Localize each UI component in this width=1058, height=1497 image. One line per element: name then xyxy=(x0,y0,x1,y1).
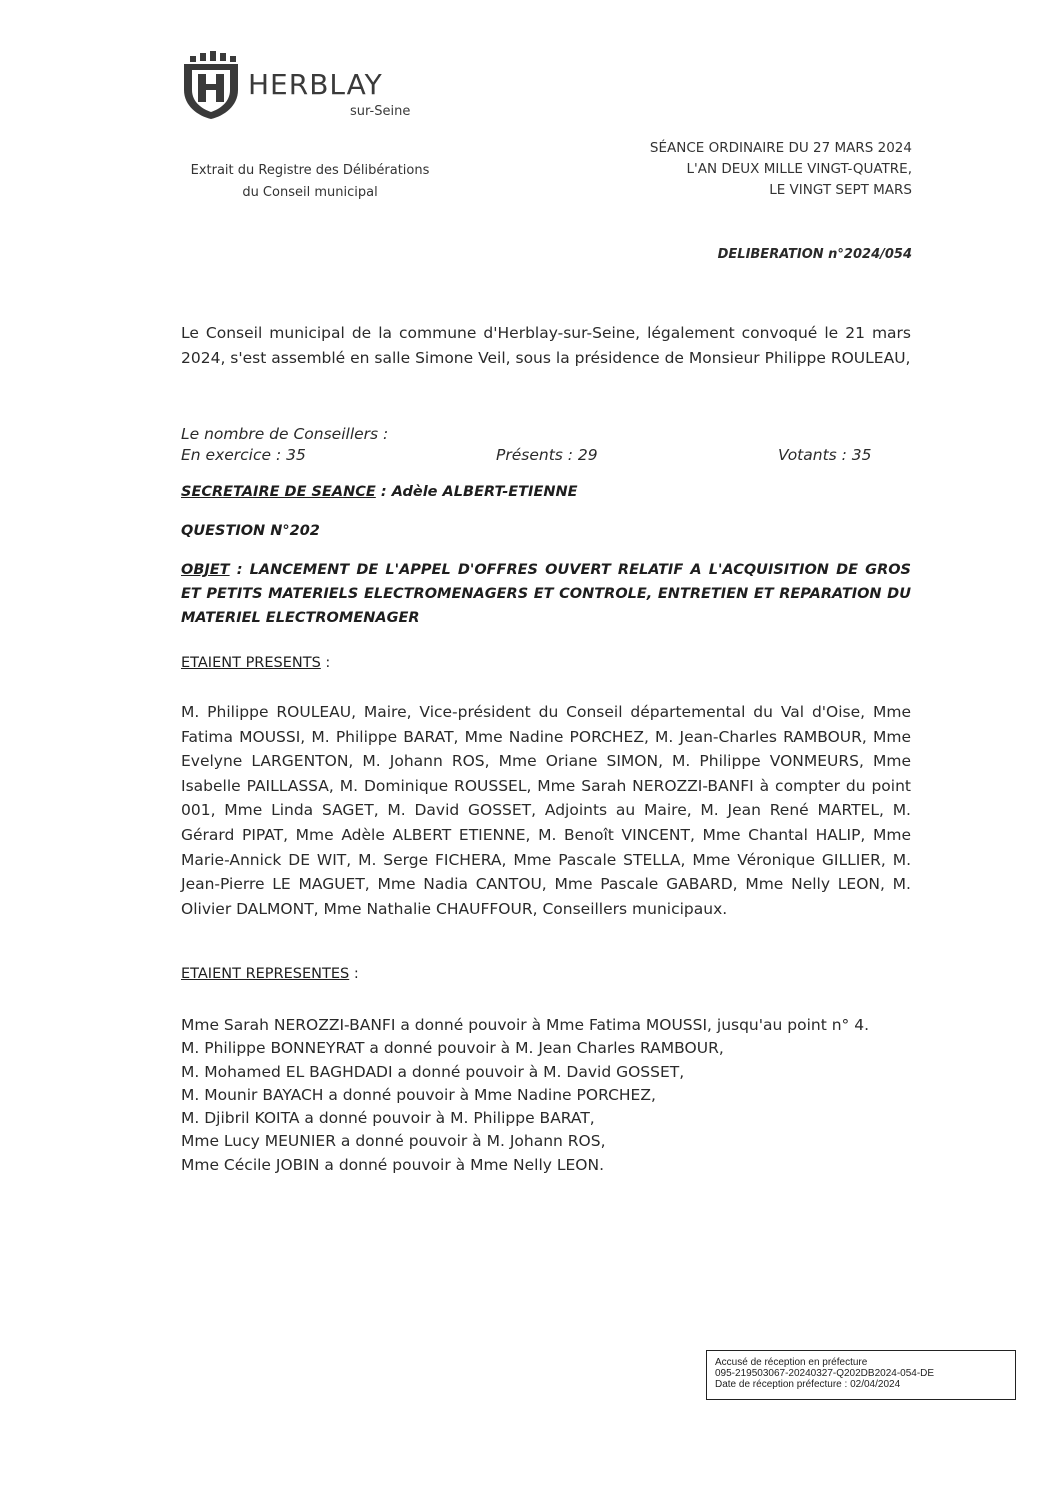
secretary-name: : Adèle ALBERT-ETIENNE xyxy=(375,484,578,500)
councillor-count-label: Le nombre de Conseillers : xyxy=(181,425,389,443)
city-logo xyxy=(178,50,438,130)
count-votants: Votants : 35 xyxy=(778,446,872,464)
represented-heading-label: ETAIENT REPRESENTES xyxy=(181,966,350,982)
session-line: SÉANCE ORDINAIRE DU 27 MARS 2024 xyxy=(649,140,912,156)
session-line: LE VINGT SEPT MARS xyxy=(769,182,912,198)
secretary-label: SECRETAIRE DE SEANCE xyxy=(181,484,376,500)
represented-heading-suffix: : xyxy=(349,966,359,982)
register-line: Extrait du Registre des Délibérations xyxy=(190,163,430,178)
question-number: QUESTION N°202 xyxy=(181,523,320,539)
session-line: L'AN DEUX MILLE VINGT-QUATRE, xyxy=(686,161,912,177)
logo-name: HERBLAY xyxy=(248,68,383,101)
register-caption xyxy=(160,160,460,204)
intro-paragraph: Le Conseil municipal de la commune d'Herblay-sur-Seine, légalement convoqué le 21 mars 2024, s'est assemblé en salle Simone Veil, sous la présidence de Monsieur Philippe ROULEAU, xyxy=(181,324,911,367)
proxy-item: M. Mohamed EL BAGHDADI a donné pouvoir à M. David GOSSET, xyxy=(181,1062,685,1081)
prefecture-receipt-stamp xyxy=(706,1350,1016,1400)
proxy-item: M. Mounir BAYACH a donné pouvoir à Mme Nadine PORCHEZ, xyxy=(181,1085,656,1104)
city-crest-icon xyxy=(178,50,244,120)
present-members: M. Philippe ROULEAU, Maire, Vice-président du Conseil départemental du Val d'Oise, Mme Fatima MOUSSI, M. Philippe BARAT, Mme Nadine PORCHEZ, M. Jean-Charles RAMBOUR, Mme Evelyne LARGENTON, M. Johann ROS, Mme Oriane SIMON, M. Philippe VONMEURS, Mme Isabelle PAILLASSA, M. Dominique ROUSSEL, Mme Sarah NEROZZI-BANFI à compter du point 001, Mme Linda SAGET, M. David GOSSET, Adjoints au Maire, M. Jean René MARTEL, M. Gérard PIPAT, Mme Adèle ALBERT ETIENNE, M. Benoît VINCENT, Mme Chantal HALIP, Mme Marie-Annick DE WIT, M. Serge FICHERA, Mme Pascale STELLA, Mme Véronique GILLIER, M. Jean-Pierre LE MAGUET, Mme Nadia CANTOU, Mme Pascale GABARD, Mme Nelly LEON, M. Olivier DALMONT, Mme Nathalie CHAUFFOUR, Conseillers municipaux. xyxy=(181,703,911,918)
register-line: du Conseil municipal xyxy=(242,185,378,200)
proxy-item: M. Djibril KOITA a donné pouvoir à M. Philippe BARAT, xyxy=(181,1109,595,1128)
present-heading-label: ETAIENT PRESENTS xyxy=(181,655,321,671)
deliberation-number: DELIBERATION n°2024/054 xyxy=(717,247,912,262)
logo-subtitle: sur-Seine xyxy=(350,104,411,119)
proxy-item: M. Philippe BONNEYRAT a donné pouvoir à M. Jean Charles RAMBOUR, xyxy=(181,1039,724,1058)
subject-text: : LANCEMENT DE L'APPEL D'OFFRES OUVERT RELATIF A L'ACQUISITION DE GROS ET PETITS MATERIELS ELECTROMENAGERS ET CONTROLE, ENTRETIEN ET REPARATION DU MATERIEL ELECTROMENAGER xyxy=(181,562,911,626)
stamp-line: 095-219503067-20240327-Q202DB2024-054-DE xyxy=(715,1368,935,1379)
session-secretary xyxy=(181,484,578,500)
present-heading-suffix: : xyxy=(320,655,331,671)
session-header xyxy=(492,138,912,201)
stamp-line: Date de réception préfecture : 02/04/2024 xyxy=(715,1379,901,1390)
represented-heading xyxy=(181,966,359,982)
count-presents: Présents : 29 xyxy=(496,446,598,464)
proxy-item: Mme Sarah NEROZZI-BANFI a donné pouvoir à Mme Fatima MOUSSI, jusqu'au point n° 4. xyxy=(181,1016,870,1034)
councillor-counts xyxy=(181,443,881,468)
subject-label: OBJET xyxy=(181,562,230,578)
proxy-item: Mme Cécile JOBIN a donné pouvoir à Mme Nelly LEON. xyxy=(181,1155,605,1174)
present-heading xyxy=(181,655,330,671)
stamp-line: Accusé de réception en préfecture xyxy=(715,1357,868,1368)
subject xyxy=(181,558,911,630)
proxy-item: Mme Lucy MEUNIER a donné pouvoir à M. Johann ROS, xyxy=(181,1132,606,1151)
represented-list xyxy=(181,1014,941,1177)
count-exercice: En exercice : 35 xyxy=(181,446,306,464)
